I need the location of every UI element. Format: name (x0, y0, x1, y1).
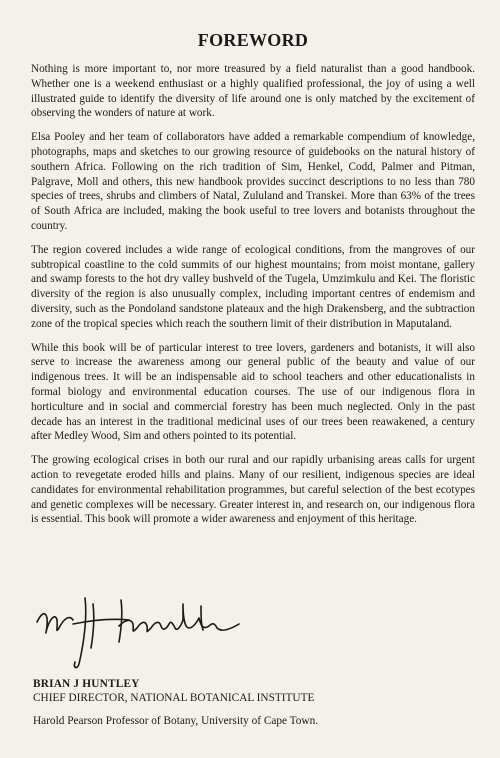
signatory-name: BRIAN J HUNTLEY (33, 678, 140, 690)
signature-block (33, 678, 318, 729)
foreword-page (31, 30, 475, 536)
signatory-affiliation: Harold Pearson Professor of Botany, University of Cape Town. (33, 715, 319, 727)
paragraph: The region covered includes a wide range of ecological conditions, from the mangroves of our subtropical coastline to the cold summits of our highest mountains; from moist montane, gallery and swamp forests to the hot dry valley bushveld of the Tugela, Umzimkulu and Kei. The floristic diversity of the region is also unusually complex, including important centres of endemism and diversity, such as the Pondoland sandstone plateaux and the high Drakensberg, and the subtraction zone of the tropical species which reach the southern limit of their distribution in Maputaland. (31, 243, 475, 330)
page-title: FOREWORD (197, 30, 309, 50)
paragraph: Nothing is more important to, nor more treasured by a field naturalist than a good handbook. Whether one is a weekend enthusiast or a highly qualified professional, the joy of using a well illustrated guide to identify the diversity of life around one is only matched by the excitement of observing the wonders of nature at work. (31, 63, 475, 120)
handwritten-signature (33, 584, 243, 670)
paragraph: The growing ecological crises in both our rural and our rapidly urbanising areas calls for urgent action to revegetate eroded hills and plains. Many of our resilient, indigenous species are ideal candidates for environmental rehabilitation programmes, but careful selection of the best ecotypes and genetic complexes will be necessary. Greater interest in, and research on, our indigenous flora is essential. This book will promote a wider awareness and enjoyment of this heritage. (31, 454, 475, 526)
paragraph: While this book will be of particular interest to tree lovers, gardeners and botanists, it will also serve to increase the awareness among our general public of the beauty and value of our indigenous trees. It will be an indispensable aid to school teachers and other educationalists in formal biology and environmental education courses. The use of our indigenous flora in horticulture and in social and commercial forestry has been much neglected. Only in the past decade has an interest in the traditional medicinal uses of our trees been reawakened, a century after Medley Wood, Sim and others pointed to its potential. (31, 341, 475, 443)
signatory-title: CHIEF DIRECTOR, NATIONAL BOTANICAL INSTITUTE (33, 691, 315, 704)
paragraph: Elsa Pooley and her team of collaborators have added a remarkable compendium of knowledge, photographs, maps and sketches to our growing resource of guidebooks on the natural history of southern Africa. Following on the rich tradition of Sim, Henkel, Codd, Palmer and Pitman, Palgrave, Moll and others, this new handbook provides succinct descriptions to no less than 780 species of trees, shrubs and climbers of Natal, Zululand and Transkei. More than 63% of the trees of South Africa are included, making the book useful to tree lovers and botanists throughout the country. (31, 131, 475, 232)
